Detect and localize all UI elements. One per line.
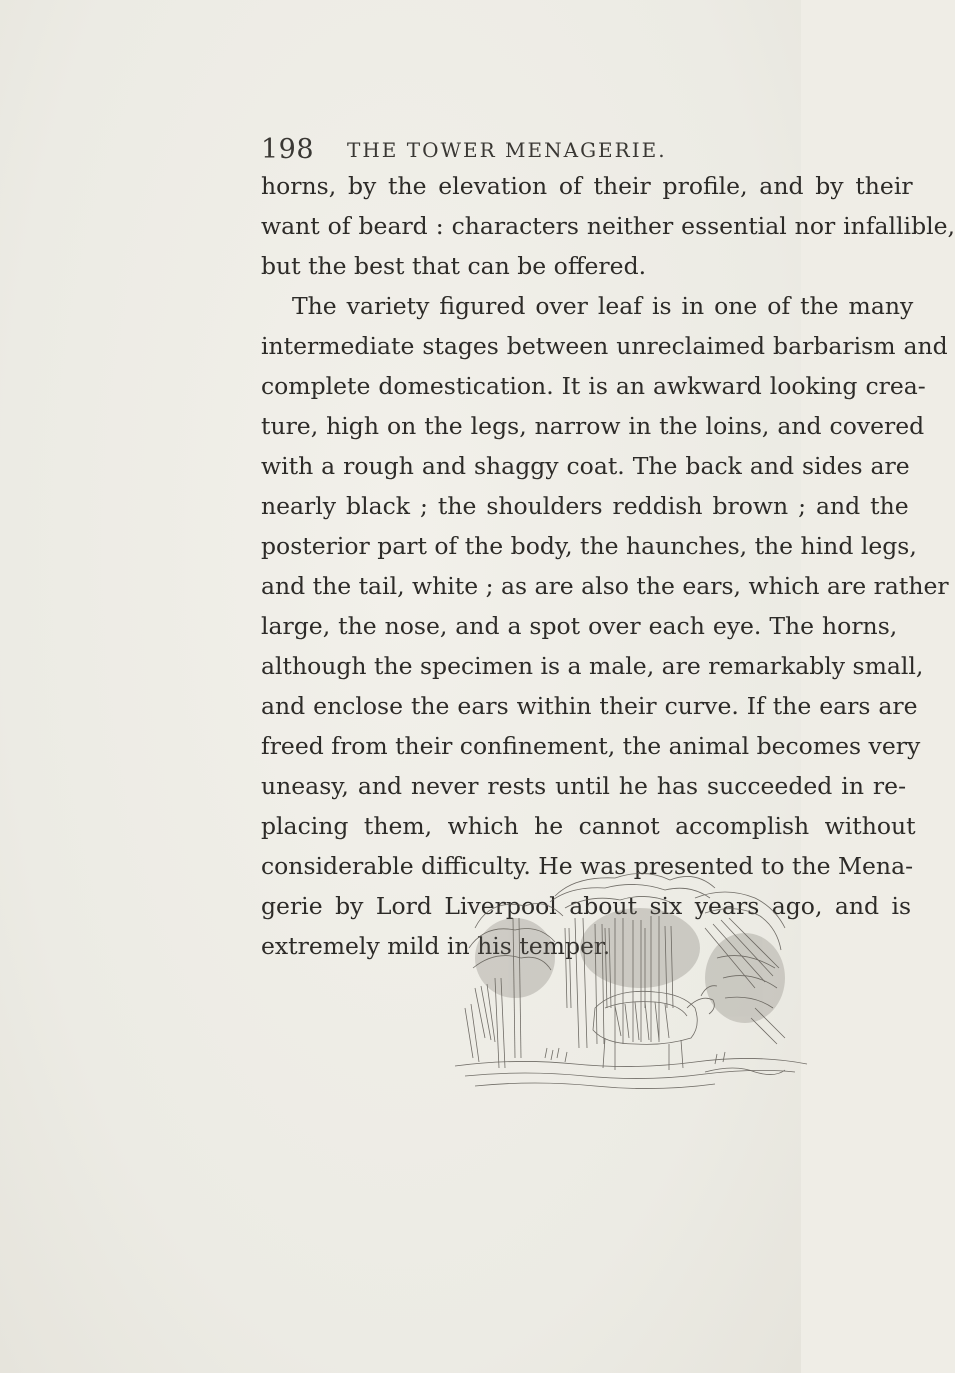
text-line: considerable difficulty. He was presented to the Mena- <box>261 852 914 880</box>
text-line: gerie by Lord Liverpool about six years ago, and is <box>261 892 912 920</box>
page-number: 198 <box>261 134 315 165</box>
text-line: placing them, which he cannot accomplish without <box>261 812 916 840</box>
text-line: uneasy, and never rests until he has succeeded in re- <box>261 772 907 800</box>
landscape-vignette-icon <box>455 858 807 1096</box>
running-title: THE TOWER MENAGERIE. <box>347 138 667 162</box>
text-line: and enclose the ears within their curve. If the ears are <box>261 692 918 720</box>
body-text <box>261 166 955 960</box>
text-line: The variety figured over leaf is in one of the many <box>292 292 914 320</box>
text-line: but the best that can be offered. <box>261 252 647 280</box>
text-line: extremely mild in his temper. <box>261 932 611 960</box>
text-line: although the specimen is a male, are remarkably small, <box>261 652 924 680</box>
text-line: and the tail, white ; as are also the ears, which are rather <box>261 572 949 600</box>
text-line: nearly black ; the shoulders reddish brown ; and the <box>261 492 909 520</box>
text-line: large, the nose, and a spot over each eye. The horns, <box>261 612 898 640</box>
text-line: ture, high on the legs, narrow in the loins, and covered <box>261 412 925 440</box>
text-line: intermediate stages between unreclaimed barbarism and <box>261 332 948 360</box>
text-line: posterior part of the body, the haunches, the hind legs, <box>261 532 917 560</box>
text-line: freed from their confinement, the animal becomes very <box>261 732 921 760</box>
text-line: horns, by the elevation of their profile, and by their <box>261 172 913 200</box>
text-line: complete domestication. It is an awkward looking crea- <box>261 372 926 400</box>
engraving-illustration <box>455 858 807 1096</box>
text-line: with a rough and shaggy coat. The back and sides are <box>261 452 910 480</box>
text-line: want of beard : characters neither essential nor infallible, <box>261 212 955 240</box>
